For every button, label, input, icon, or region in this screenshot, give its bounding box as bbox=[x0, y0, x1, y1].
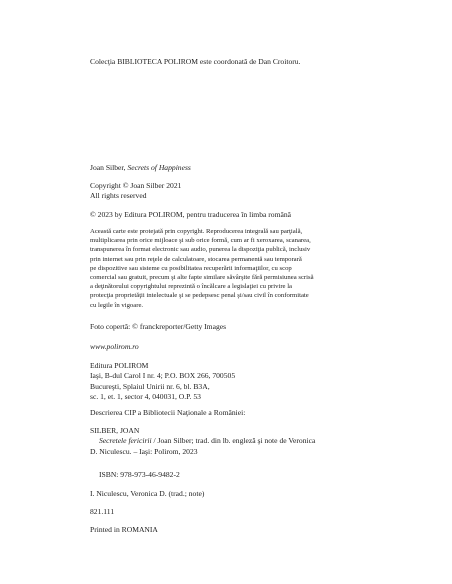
translation-copyright: © 2023 by Editura POLIROM, pentru traducerea în limba română bbox=[90, 210, 292, 219]
legal-notice-line: Această carte este protejată prin copyright. Reproducerea integrală sau parţială, bbox=[90, 228, 303, 235]
cip-description-rest: / Joan Silber; trad. din lb. engleză şi note de Veronica bbox=[151, 436, 316, 446]
cip-author: SILBER, JOAN bbox=[90, 426, 140, 435]
legal-notice-line: a deţinătorului copyrightului reprezintă o încălcare a legislaţiei cu privire la bbox=[90, 283, 293, 291]
website-url: www.polirom.ro bbox=[90, 342, 139, 351]
legal-notice-line: multiplicarea prin orice mijloace şi sub orice formă, cum ar fi xeroxarea, scanarea, bbox=[90, 237, 311, 245]
cover-photo-credit: Foto copertă: © franckreporter/Getty Images bbox=[90, 322, 227, 331]
rights-reserved-line: All rights reserved bbox=[90, 191, 147, 201]
legal-notice-line: cu legile în vigoare. bbox=[90, 301, 144, 309]
printed-in: Printed in ROMANIA bbox=[90, 525, 158, 534]
cip-record bbox=[90, 426, 380, 457]
series-coordinator-note: Colecţia BIBLIOTECA POLIROM este coordonată de Dan Croitoru. bbox=[90, 57, 301, 66]
legal-notice-line: comercial sau gratuit, precum şi alte fapte similare săvârşite fără permisiunea scrisă bbox=[90, 274, 314, 282]
cip-description bbox=[90, 436, 380, 446]
original-author: Joan Silber, bbox=[90, 163, 126, 172]
publisher-address-line: Bucureşti, Splaiul Unirii nr. 6, bl. B3A, bbox=[90, 381, 210, 391]
legal-notice-line: protecţia proprietăţii intelectuale şi se pedepsesc penal şi/sau civil în conformitate bbox=[90, 292, 309, 300]
original-title-line bbox=[90, 163, 380, 173]
isbn: ISBN: 978-973-46-9482-2 bbox=[99, 470, 180, 479]
original-title: Secrets of Happiness bbox=[127, 163, 191, 172]
copyright-block bbox=[90, 181, 380, 202]
cip-heading: Descrierea CIP a Bibliotecii Naţionale a României: bbox=[90, 408, 246, 417]
publisher-address-line: sc. 1, et. 1, sector 4, 040031, O.P. 53 bbox=[90, 392, 201, 402]
copyright-line: Copyright © Joan Silber 2021 bbox=[90, 181, 182, 190]
cip-description-line: D. Niculescu. – Iaşi: Polirom, 2023 bbox=[90, 446, 198, 456]
legal-notice-line: transpunerea în format electronic sau audio, punerea la dispoziţia publică, inclusiv bbox=[90, 246, 311, 254]
classification-code: 821.111 bbox=[90, 507, 115, 516]
publisher-name: Editura POLIROM bbox=[90, 361, 149, 370]
legal-notice-line: prin internet sau prin reţele de calculatoare, stocarea permanentă sau temporară bbox=[90, 255, 302, 263]
legal-notice bbox=[90, 227, 380, 310]
cip-title: Secretele fericirii bbox=[99, 436, 152, 446]
translator-entry: I. Niculescu, Veronica D. (trad.; note) bbox=[90, 489, 205, 498]
publisher-block bbox=[90, 361, 380, 403]
publisher-address-line: Iaşi, B-dul Carol I nr. 4; P.O. BOX 266, 700505 bbox=[90, 371, 236, 381]
legal-notice-line: pe dispozitive sau sisteme cu posibilitatea recuperării informaţiilor, cu scop bbox=[90, 264, 292, 272]
